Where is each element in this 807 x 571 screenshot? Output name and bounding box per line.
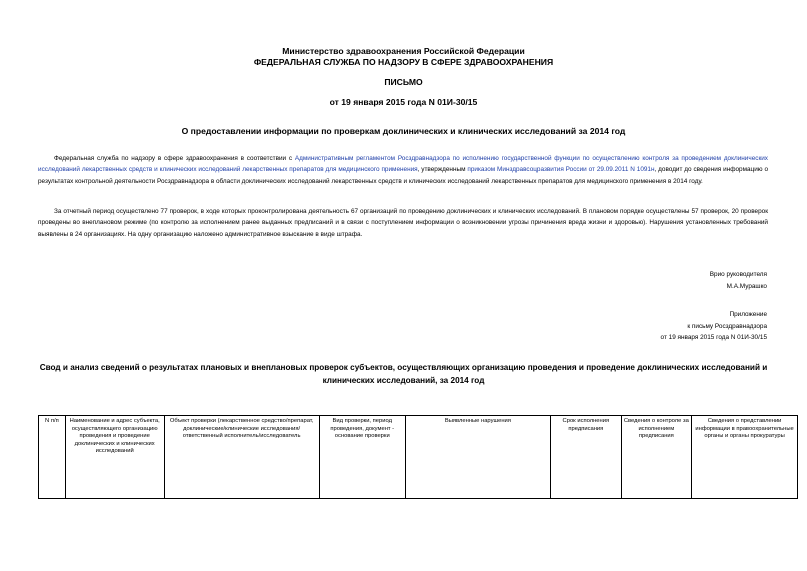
paragraph-1-text-a: Федеральная служба по надзору в сфере здравоохранения в соответствии с bbox=[54, 155, 295, 162]
appendix-date-number: от 19 января 2015 года N 01И-30/15 bbox=[660, 334, 767, 341]
column-header: N п/п bbox=[39, 416, 66, 499]
signature-name: М.А.Мурашко bbox=[726, 282, 767, 290]
paragraph-2-text: За отчетный период осуществлено 77 проверок, в ходе которых проконтролирована деятельность 67 организаций по проведению доклинических и клинических исследований. В плановом порядке осуществлены 57 проверок, 20 проверок проведены во внеплановом режиме (по контролю за исполнением ранее выданных предписаний и в связи с поступлением информации о возникновении угрозы причинения вреда жизни и здоровью). Нарушения установленных требований выявлены в 24 организациях. На одну организацию наложено административное взыскание в виде штрафа. bbox=[38, 208, 768, 238]
appendix-block bbox=[661, 309, 767, 344]
paragraph-2 bbox=[38, 206, 768, 240]
letter-title: О предоставлении информации по проверкам доклинических и клинических исследований за 2014 год bbox=[181, 126, 626, 136]
paragraph-1 bbox=[38, 153, 768, 187]
service-name: ФЕДЕРАЛЬНАЯ СЛУЖБА ПО НАДЗОРУ В СФЕРЕ ЗДРАВООХРАНЕНИЯ bbox=[253, 57, 554, 67]
table-header-row bbox=[39, 416, 798, 499]
appendix-to-letter: к письму Росздравнадзора bbox=[687, 322, 767, 330]
column-header: Срок исполнения предписания bbox=[551, 416, 622, 499]
signature-block bbox=[710, 269, 767, 292]
summary-table bbox=[38, 415, 798, 499]
document-date-number: от 19 января 2015 года N 01И-30/15 bbox=[329, 97, 478, 107]
paragraph-1-text-c: , доводит до сведения информацию о результатах контрольной деятельности Росздравнадзора в области доклинических исследований лекарственных средств и клинических исследований лекарственных препаратов для медицинского применения в 2014 году. bbox=[38, 166, 769, 185]
column-header: Сведения о контроле за исполнением предписания bbox=[621, 416, 692, 499]
column-header: Объект проверки (лекарственное средство/препарат, доклинические/клинические исследования/ответственный исполнитель/исследователь bbox=[164, 416, 319, 499]
column-header: Вид проверки, период проведения, документ - основание проверки bbox=[319, 416, 405, 499]
regulation-link[interactable]: Административным регламентом Росздравнадзора по исполнению государственной функции по осуществлению контроля за проведением доклинических исследований лекарственных средств и клинических исследований лекарственных препаратов для медицинского применения bbox=[38, 155, 769, 174]
ministry-name: Министерство здравоохранения Российской Федерации bbox=[282, 46, 525, 56]
signature-position: Врио руководителя bbox=[709, 271, 767, 278]
paragraph-1-text-b: , утвержденным bbox=[417, 166, 468, 174]
column-header: Выявленные нарушения bbox=[405, 416, 550, 499]
summary-title: Свод и анализ сведений о результатах плановых и внеплановых проверок субъектов, осуществляющих организацию проведения и проведение доклинических исследований и клинических исследований, за 2014 год bbox=[39, 363, 768, 385]
column-header: Сведения о представлении информации в правоохранительные органы и органы прокуратуры bbox=[692, 416, 798, 499]
order-link[interactable]: приказом Минздравсоцразвития России от 29.09.2011 N 1091н bbox=[467, 166, 655, 174]
appendix-label: Приложение bbox=[729, 311, 767, 318]
document-type: ПИСЬМО bbox=[384, 77, 423, 87]
column-header: Наименование и адрес субъекта, осуществляющего организацию проведения и проведение доклинических и клинических исследований bbox=[65, 416, 164, 499]
